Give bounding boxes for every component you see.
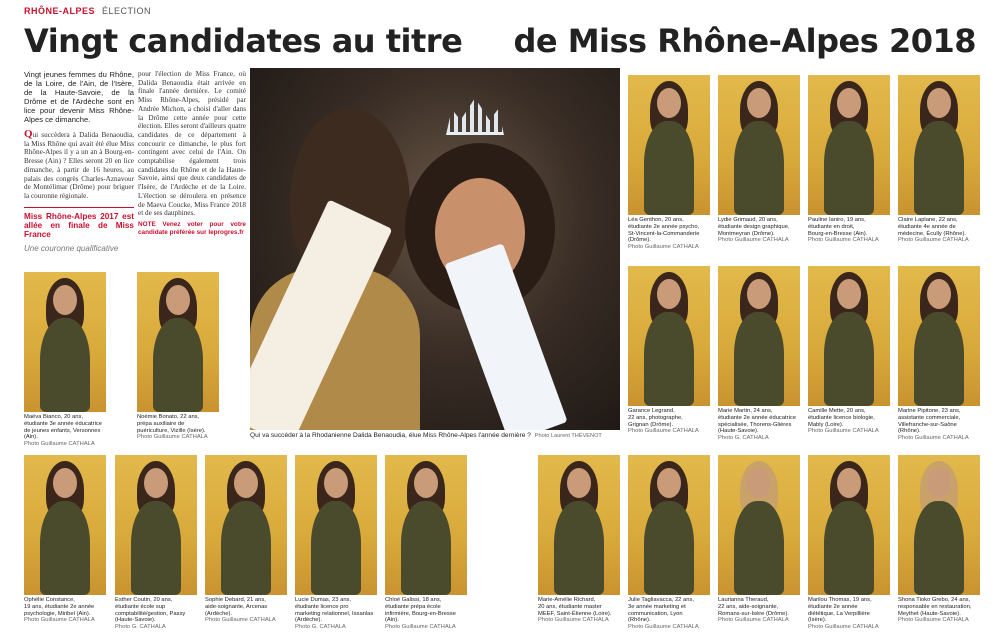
candidate-dress: [153, 318, 203, 412]
photo-winner-sash: [444, 243, 567, 430]
candidate-caption: [115, 597, 197, 631]
candidate-photo: [718, 455, 800, 595]
candidate-card: [808, 75, 890, 244]
candidate-detail-1: 20 ans, étudiante master: [538, 603, 602, 610]
candidate-photo: [137, 272, 219, 412]
candidate-face: [657, 468, 681, 498]
candidate-face: [414, 468, 438, 498]
candidate-detail-1: prépa auxiliaire de: [137, 420, 185, 427]
candidate-detail-2: St-Vincent-la-Commanderie: [628, 230, 700, 237]
candidate-detail-3: (Haute-Savoie).: [115, 617, 156, 624]
candidate-detail-2: Meythet (Haute-Savoie).: [898, 610, 961, 617]
drop-cap: Q: [24, 128, 33, 140]
candidate-caption: [628, 597, 710, 631]
candidate-face: [567, 468, 591, 498]
candidate-caption: [808, 597, 890, 631]
candidate-card: [718, 455, 800, 624]
candidate-dress: [914, 312, 964, 406]
main-caption-text: Qui va succéder à la Rhodanienne Dalida Benaoudia, élue Miss Rhône-Alpes l'année dernière ?: [250, 432, 531, 439]
candidate-detail-1: assistante commerciale,: [898, 414, 961, 421]
article-body-2: pour l'élection de Miss France, où Dalida Benaoudia était arrivée en finale l'année dernière. Le comité Miss Rhône-Alpes, présidé par Andrée Michon, a choisi d'aller dans la Drôme cette année pour cette élection. Elles seront d'ailleurs quatre candidates de ce département à concourir ce dimanche, le plus fort contingent avec celui de l'Ain. On comptabilise également trois candidates du Rhône et de la Haute-Savoie, ainsi que deux candidates de l'Isère, de l'Ardèche et de la Loire. L'élection se déroulera en présence de Maeva Coucke, Miss France 2018 et de ses dauphines.: [138, 70, 246, 218]
candidate-caption: [718, 408, 800, 442]
candidate-photo-credit: Photo Guillaume CATHALA: [628, 244, 699, 251]
candidate-detail-3: (Ardèche).: [295, 617, 323, 624]
candidate-dress: [401, 501, 451, 595]
candidate-card: [24, 272, 106, 448]
candidate-dress: [734, 312, 784, 406]
candidate-detail-2: diététique, La Verpillière: [808, 610, 870, 617]
article-aside-subtitle: Une couronne qualificative: [24, 243, 119, 253]
candidate-photo-credit: Photo Guillaume CATHALA: [808, 428, 879, 435]
candidate-photo-credit: Photo Guillaume CATHALA: [628, 624, 699, 631]
candidate-dress: [734, 501, 784, 595]
candidate-dress: [644, 501, 694, 595]
candidate-name: Sophie Debard, 21 ans,: [205, 597, 266, 603]
candidate-name: Maëva Bianco, 20 ans,: [24, 414, 83, 420]
candidate-card: [898, 266, 980, 442]
candidate-face: [53, 468, 77, 498]
candidate-dress: [824, 121, 874, 215]
candidate-name: Léa Genthon, 20 ans,: [628, 217, 684, 223]
candidate-detail-3: (Haute-Savoie).: [718, 428, 759, 435]
candidate-caption: [898, 217, 980, 244]
candidate-dress: [734, 121, 784, 215]
candidate-detail-2: MEEF, Saint-Étienne (Loire).: [538, 610, 612, 617]
candidate-photo-credit: Photo Guillaume CATHALA: [628, 428, 699, 435]
candidate-photo-credit: Photo G. CATHALA: [115, 624, 166, 631]
candidate-detail-1: étudiante 2e année: [808, 603, 858, 610]
candidate-detail-3: (Rhône).: [628, 617, 651, 624]
candidate-photo: [718, 75, 800, 215]
candidate-detail-1: responsable en restauration,: [898, 603, 972, 610]
candidate-detail-1: étudiante 2e année psycho,: [628, 223, 700, 230]
candidate-detail-3: (Ain).: [385, 617, 399, 624]
candidate-caption: [24, 414, 106, 448]
candidate-face: [837, 88, 861, 118]
candidate-dress: [311, 501, 361, 595]
candidate-caption: [137, 414, 219, 441]
candidate-caption: [808, 408, 890, 435]
article-lead: Vingt jeunes femmes du Rhône, de la Loire, de l'Ain, de l'Isère, de la Haute-Savoie, de la Drôme et de l'Ardèche sont en lice pour devenir Miss Rhône-Alpes ce dimanche.: [24, 70, 134, 124]
candidate-name: Lydie Grimaud, 20 ans,: [718, 217, 778, 223]
candidate-card: [295, 455, 377, 631]
candidate-face: [234, 468, 258, 498]
candidate-caption: [628, 408, 710, 435]
candidate-card: [115, 455, 197, 631]
candidate-dress: [131, 501, 181, 595]
candidate-card: [137, 272, 219, 441]
main-photo: [250, 68, 620, 430]
crown-icon: [446, 98, 504, 135]
candidate-name: Julie Tagliavacca, 22 ans,: [628, 597, 694, 603]
candidate-name: Esther Coutin, 20 ans,: [115, 597, 173, 603]
candidate-photo-credit: Photo Guillaume CATHALA: [718, 617, 789, 624]
article-aside-title: Miss Rhône-Alpes 2017 est allée en finale de Miss France: [24, 207, 134, 239]
candidate-detail-2: psychologie, Miribel (Ain).: [24, 610, 91, 617]
candidate-detail-2: de jeunes enfants, Versonnex: [24, 427, 101, 434]
candidate-dress: [40, 318, 90, 412]
candidate-face: [747, 279, 771, 309]
candidate-dress: [644, 121, 694, 215]
candidate-detail-1: étudiante 2e année éducatrice: [718, 414, 796, 421]
candidate-photo: [538, 455, 620, 595]
candidate-caption: [628, 217, 710, 251]
candidate-detail-1: aide-soignante, Arcenas: [205, 603, 268, 610]
candidate-face: [837, 279, 861, 309]
candidate-card: [538, 455, 620, 624]
candidate-detail-2: communication, Lyon: [628, 610, 683, 617]
candidate-dress: [221, 501, 271, 595]
candidate-name: Pauline Ianiro, 19 ans,: [808, 217, 866, 223]
candidate-face: [927, 88, 951, 118]
headline-right: de Miss Rhône-Alpes 2018: [513, 22, 976, 60]
candidate-photo-credit: Photo Guillaume CATHALA: [898, 237, 969, 244]
candidate-face: [324, 468, 348, 498]
candidate-detail-2: puériculture, Vizille (Isère).: [137, 427, 206, 434]
main-photo-caption: [250, 432, 630, 439]
candidate-name: Marilou Thomas, 19 ans,: [808, 597, 872, 603]
candidate-face: [657, 88, 681, 118]
candidate-caption: [205, 597, 287, 624]
candidate-detail-2: Montmeyran (Drôme).: [718, 230, 775, 237]
candidate-caption: [898, 408, 980, 442]
candidate-name: Ophélie Constance,: [24, 597, 75, 603]
candidate-face: [927, 468, 951, 498]
candidate-photo-credit: Photo Guillaume CATHALA: [808, 624, 879, 631]
candidate-detail-2: Grignan (Drôme).: [628, 421, 674, 428]
candidate-dress: [914, 121, 964, 215]
candidate-photo-credit: Photo Guillaume CATHALA: [538, 617, 609, 624]
headline-left: Vingt candidates au titre: [24, 22, 463, 60]
candidate-card: [808, 455, 890, 631]
candidate-photo: [898, 455, 980, 595]
candidate-name: Shona Tioko Grebo, 24 ans,: [898, 597, 971, 603]
candidate-name: Noémie Bonato, 22 ans,: [137, 414, 200, 420]
candidate-detail-1: étudiante 4e année de: [898, 223, 956, 230]
candidate-caption: [538, 597, 620, 624]
candidate-dress: [914, 501, 964, 595]
candidate-card: [718, 266, 800, 442]
candidate-dress: [824, 312, 874, 406]
candidate-detail-2: Mably (Loire).: [808, 421, 844, 428]
candidate-photo-credit: Photo Guillaume CATHALA: [718, 237, 789, 244]
candidate-photo-credit: Photo Guillaume CATHALA: [137, 434, 208, 441]
candidate-detail-1: étudiante design graphique,: [718, 223, 790, 230]
candidate-detail-3: (Isère).: [808, 617, 827, 624]
candidate-detail-1: étudiante licence pro: [295, 603, 349, 610]
candidate-photo-credit: Photo G. CATHALA: [718, 435, 769, 442]
candidate-detail-1: étudiante en droit,: [808, 223, 855, 230]
candidate-detail-2: marketing relationnel, Issanlas: [295, 610, 374, 617]
candidate-photo: [205, 455, 287, 595]
candidate-detail-1: étudiante prépa école: [385, 603, 441, 610]
candidate-photo: [115, 455, 197, 595]
candidate-detail-2: comptabilité/gestion, Passy: [115, 610, 186, 617]
candidate-dress: [40, 501, 90, 595]
candidate-card: [808, 266, 890, 435]
candidate-caption: [24, 597, 106, 624]
candidate-photo-credit: Photo Guillaume CATHALA: [898, 435, 969, 442]
candidate-card: [628, 75, 710, 251]
article-body-1-text: ui succèdera à Dalida Benaoudia, la Miss Rhône qui avait été élue Miss Rhône-Alpes il y a un an à Bourg-en-Bresse (Ain) ? Elles seront 20 en lice dimanche, à partir de 16 heures, au palais des congrès Charles-Aznavour de Montélimar (Drôme) pour briguer la couronne régionale.: [24, 131, 134, 200]
candidate-photo: [628, 455, 710, 595]
candidate-face: [747, 468, 771, 498]
candidate-photo: [808, 75, 890, 215]
candidate-card: [628, 455, 710, 631]
candidate-caption: [718, 217, 800, 244]
candidate-photo: [628, 75, 710, 215]
candidate-photo-credit: Photo G. CATHALA: [295, 624, 346, 631]
candidate-detail-1: 22 ans, photographe,: [628, 414, 683, 421]
candidate-detail-3: (Rhône).: [898, 428, 921, 435]
section-label: ÉLECTION: [102, 6, 152, 16]
candidate-photo-credit: Photo Guillaume CATHALA: [898, 617, 969, 624]
candidate-name: Marie-Amélie Richard,: [538, 597, 596, 603]
candidate-photo: [24, 455, 106, 595]
candidate-dress: [824, 501, 874, 595]
candidate-photo-credit: Photo Guillaume CATHALA: [808, 237, 879, 244]
main-photo-credit: Photo Laurent THÉVENOT: [534, 433, 602, 439]
candidate-photo: [718, 266, 800, 406]
candidate-card: [898, 75, 980, 244]
candidate-name: Chloé Galissi, 18 ans,: [385, 597, 442, 603]
candidate-face: [53, 285, 77, 315]
candidate-name: Lucie Dumas, 23 ans,: [295, 597, 352, 603]
candidate-photo: [898, 266, 980, 406]
candidate-card: [898, 455, 980, 624]
candidate-detail-1: 19 ans, étudiante 2e année: [24, 603, 95, 610]
candidate-photo: [385, 455, 467, 595]
candidate-name: Camille Mette, 20 ans,: [808, 408, 866, 414]
candidate-photo-credit: Photo Guillaume CATHALA: [24, 441, 95, 448]
candidate-card: [628, 266, 710, 435]
candidate-card: [205, 455, 287, 624]
candidate-face: [837, 468, 861, 498]
article-column-1: [24, 70, 134, 253]
candidate-detail-2: infirmière, Bourg-en-Bresse: [385, 610, 456, 617]
candidate-photo: [808, 266, 890, 406]
candidate-face: [927, 279, 951, 309]
candidate-detail-1: 22 ans, aide-soignante,: [718, 603, 779, 610]
candidate-photo: [628, 266, 710, 406]
candidate-detail-1: étudiante licence biologie,: [808, 414, 875, 421]
candidate-face: [144, 468, 168, 498]
candidate-detail-1: étudiante 3e année éducatrice: [24, 420, 102, 427]
candidate-caption: [385, 597, 467, 631]
article-column-2: [138, 70, 246, 237]
candidate-photo: [808, 455, 890, 595]
candidate-caption: [295, 597, 377, 631]
article-note: NOTE Venez voter pour votre candidate préférée sur leprogres.fr: [138, 220, 246, 236]
candidate-photo-credit: Photo Guillaume CATHALA: [385, 624, 456, 631]
candidate-detail-3: (Drôme).: [628, 237, 651, 244]
candidate-detail-2: médecine, Écully (Rhône).: [898, 230, 966, 237]
candidate-detail-2: spécialisée, Thorens-Glières: [718, 421, 792, 428]
candidate-dress: [644, 312, 694, 406]
candidate-photo-credit: Photo Guillaume CATHALA: [24, 617, 95, 624]
candidate-detail-1: 3e année marketing et: [628, 603, 686, 610]
candidate-photo: [24, 272, 106, 412]
candidate-photo: [295, 455, 377, 595]
candidate-name: Claire Laplane, 22 ans,: [898, 217, 958, 223]
candidate-face: [166, 285, 190, 315]
candidate-photo-credit: Photo Guillaume CATHALA: [205, 617, 276, 624]
candidate-name: Marine Pipitone, 23 ans,: [898, 408, 961, 414]
candidate-detail-2: Romans-sur-Isère (Drôme).: [718, 610, 789, 617]
candidate-face: [657, 279, 681, 309]
candidate-caption: [718, 597, 800, 624]
candidate-name: Garance Legrand,: [628, 408, 675, 414]
candidate-face: [747, 88, 771, 118]
candidate-name: Laurianna Theraud,: [718, 597, 769, 603]
candidate-card: [385, 455, 467, 631]
candidate-detail-3: (Ain).: [24, 434, 38, 441]
candidate-card: [24, 455, 106, 624]
candidate-caption: [898, 597, 980, 624]
article-body-1: [24, 130, 134, 201]
candidate-detail-2: (Ardèche).: [205, 610, 233, 617]
candidate-card: [718, 75, 800, 244]
section-rubric: [24, 6, 151, 16]
candidate-name: Marie Martin, 24 ans,: [718, 408, 773, 414]
candidate-caption: [808, 217, 890, 244]
candidate-detail-1: étudiante école sup: [115, 603, 166, 610]
candidate-detail-2: Villefranche-sur-Saône: [898, 421, 957, 428]
candidate-dress: [554, 501, 604, 595]
candidate-photo: [898, 75, 980, 215]
section-name: RHÔNE-ALPES: [24, 6, 96, 16]
candidate-detail-2: Bourg-en-Bresse (Ain).: [808, 230, 868, 237]
